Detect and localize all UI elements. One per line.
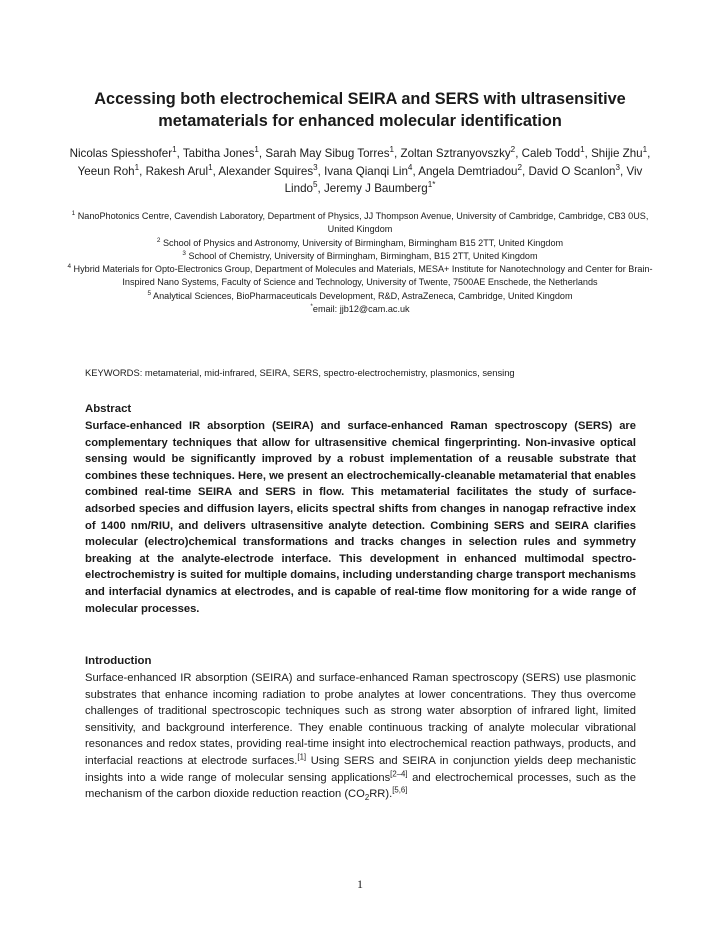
author-name: Jeremy J Baumberg: [323, 182, 428, 195]
introduction-heading: Introduction: [85, 655, 152, 667]
author-entry: Zoltan Sztranyovszky$^2$,: [400, 145, 522, 160]
author-entry: Tabitha Jones$^1$,: [182, 145, 266, 160]
abstract-body: Surface-enhanced IR absorption (SEIRA) and surface-enhanced Raman spectroscopy (SERS) are complementary techniques that allow for ultrasensitive chemical fingerprinting. Non-invasive optical sensing would be significantly improved by a robust implementation of a reusable substrate that combines these techniques. Here, we present an electrochemically-cleanable metamaterial that enables combined real-time SEIRA and SERS in flow. This metamaterial facilitates the study of surface-adsorbed species and diffusion layers, elicits spectral shifts from changes in nanogap refractive index of 1400 nm/RIU, and delivers ultrasensitive analyte detection. Combining SERS and SEIRA clarifies molecular (electro)chemical transformations and tracks changes in selection rules and symmetry breaking at the analyte-electrode interface. This development in enhanced multimodal spectro-electrochemistry is suited for multiple domains, including understanding charge transport mechanisms and interfacial dynamics at electrodes, and is capable of real-time flow monitoring for a wide range of molecular processes.: [85, 420, 636, 615]
citation-1[interactable]: [1]: [297, 752, 307, 762]
author-entry: Sarah May Sibug Torres$^1$,: [265, 145, 401, 160]
author-entry: Yeeun Roh$^1$,: [77, 162, 146, 178]
author-name: Yeeun Roh: [77, 164, 135, 178]
affiliation-text: Hybrid Materials for Opto-Electronics Group, Department of Molecules and Materials, MESA+ Institute for Nanotechnology and Center for Brain-Inspired Nano Systems, Faculty of Science and Technology, University of Twente, 7500AE Enschede, the Netherlands: [73, 264, 653, 288]
affiliation-item: [60, 237, 660, 250]
affiliation-number: 5: [147, 289, 151, 297]
keywords: KEYWORDS: metamaterial, mid-infrared, SEIRA, SERS, spectro-electrochemistry, plasmonics, sensing: [85, 367, 515, 378]
author-affiliation-mark: 3: [615, 162, 620, 172]
affiliation-number: 4: [67, 263, 72, 271]
affiliation-text: Analytical Sciences, BioPharmaceuticals Development, R&D, AstraZeneca, Cambridge, United Kingdom: [153, 290, 573, 301]
page-number: 1: [357, 877, 363, 891]
email-line[interactable]: [60, 303, 660, 316]
author-name: David O Scanlon: [528, 164, 616, 178]
author-affiliation-mark: 1: [172, 145, 177, 155]
author-entry: Ivana Qianqi Lin$^4$,: [324, 162, 419, 178]
author-name: Caleb Todd: [521, 147, 581, 160]
email-text: email: jjb12@cam.ac.uk: [312, 304, 410, 315]
author-entry: Alexander Squires$^3$,: [218, 162, 325, 178]
author-affiliation-mark: 1*: [427, 180, 436, 190]
email-mark: *: [310, 303, 313, 311]
author-affiliation-mark: 5: [312, 180, 318, 190]
author-name: Zoltan Sztranyovszky: [400, 147, 511, 160]
author-affiliation-mark: 1: [208, 162, 213, 172]
affiliation-item: [60, 290, 660, 303]
author-affiliation-mark: 4: [407, 162, 413, 172]
affiliation-text: School of Chemistry, University of Birmingham, Birmingham, B15 2TT, United Kingdom: [188, 250, 538, 261]
affiliation-list: [60, 210, 660, 316]
affiliation-number: 1: [71, 209, 76, 217]
author-name: Ivana Qianqi Lin: [324, 164, 408, 178]
author-name: Sarah May Sibug Torres: [265, 147, 390, 160]
author-affiliation-mark: 1: [642, 145, 648, 155]
affiliation-text: School of Physics and Astronomy, University of Birmingham, Birmingham B15 2TT, United Kingdom: [162, 237, 564, 248]
author-name: Nicolas Spiesshofer: [69, 147, 173, 160]
intro-text-3: and electrochemical processes, such as the mechanism of the carbon dioxide reduction reaction (CO: [85, 771, 636, 801]
author-entry: [324, 182, 435, 195]
affiliation-item: [60, 210, 660, 237]
affiliation-text: NanoPhotonics Centre, Cavendish Laboratory, Department of Physics, JJ Thompson Avenue, University of Cambridge, Cambridge, CB3 0US, United Kingdom: [77, 211, 649, 235]
paper-title: Accessing both electrochemical SEIRA and SERS with ultrasensitive metamaterials for enhanced molecular identification: [94, 90, 626, 130]
author-name: Rakesh Arul: [145, 164, 209, 178]
affiliation-number: 3: [182, 249, 186, 257]
author-affiliation-mark: 3: [313, 162, 318, 172]
citation-2[interactable]: [2–4]: [390, 768, 408, 778]
author-entry: Viv Lindo$^5$,: [284, 164, 643, 195]
abstract-heading: Abstract: [85, 403, 132, 415]
author-affiliation-mark: 2: [517, 162, 523, 172]
intro-text-2: Using SERS and SEIRA in conjunction yields deep mechanistic insights into a wide range of molecular sensing applications: [85, 754, 636, 784]
author-entry: Shijie Zhu$^1$,: [591, 145, 651, 160]
author-entry: Angela Demtriadou$^2$,: [418, 162, 529, 178]
author-name: Alexander Squires: [218, 164, 314, 178]
author-entry: David O Scanlon$^3$,: [528, 162, 627, 178]
intro-text-4: RR).: [369, 788, 393, 801]
author-affiliation-mark: 1: [134, 162, 140, 172]
author-name: Viv Lindo: [284, 164, 643, 195]
citation-3[interactable]: [5,6]: [392, 785, 408, 795]
author-list: [60, 145, 660, 198]
author-entry: Caleb Todd$^1$,: [521, 145, 592, 160]
author-name: Tabitha Jones: [182, 147, 255, 160]
author-name: Angela Demtriadou: [418, 164, 518, 178]
intro-text-1: Surface-enhanced IR absorption (SEIRA) and surface-enhanced Raman spectroscopy (SERS) use plasmonic substrates that enhance incoming radiation to probe analytes at lower concentrations. They thus overcome challenges of traditional spectroscopic techniques such as strong water absorption of infrared light, limited sensitivity, and background interference. They enable continuous tracking of analyte molecular vibrational resonances and redox states, providing real-time insight into electrochemical reaction pathways, products, and interfacial reactions at electrode surfaces.: [85, 672, 636, 767]
author-name: Shijie Zhu: [591, 147, 643, 160]
introduction-body: [85, 670, 636, 803]
author-entry: Rakesh Arul$^1$,: [145, 162, 219, 178]
author-entry: Nicolas Spiesshofer$^1$,: [69, 145, 183, 160]
affiliation-number: 2: [156, 236, 161, 244]
affiliation-item: [60, 263, 660, 290]
author-affiliation-mark: 1: [389, 145, 395, 155]
author-affiliation-mark: 1: [254, 145, 259, 155]
affiliation-item: [60, 250, 660, 263]
author-affiliation-mark: 2: [510, 145, 516, 155]
co2-subscript: 2: [364, 793, 370, 803]
author-affiliation-mark: 1: [580, 145, 585, 155]
